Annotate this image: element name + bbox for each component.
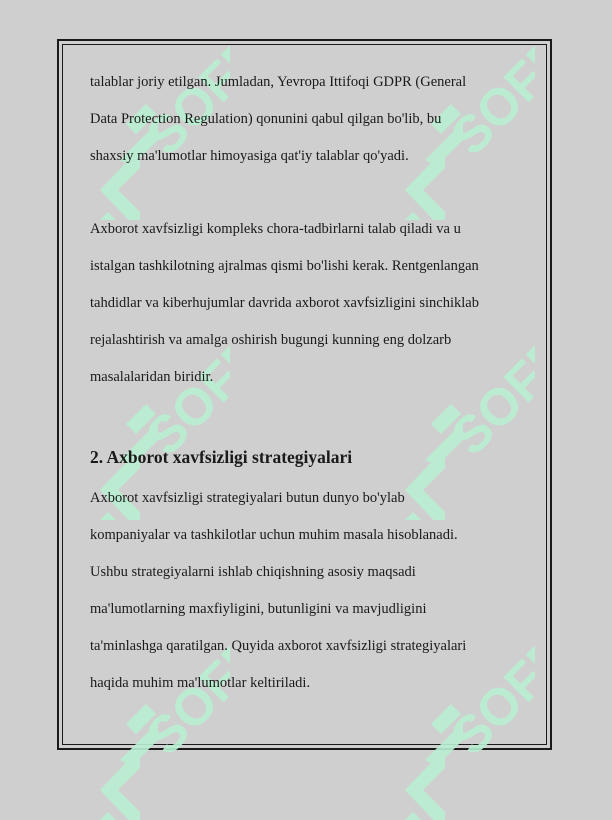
text-line: talablar joriy etilgan. Jumladan, Yevropa Ittifoqi GDPR (General xyxy=(90,74,467,90)
paragraph-security-measures xyxy=(90,213,530,398)
text-line: shaxsiy ma'lumotlar himoyasiga qat'iy talablar qo'yadi. xyxy=(90,148,409,164)
text-line: istalgan tashkilotning ajralmas qismi bo'lishi kerak. Rentgenlangan xyxy=(90,258,479,274)
text-line: Ushbu strategiyalarni ishlab chiqishning asosiy maqsadi xyxy=(90,564,416,580)
text-line: kompaniyalar va tashkilotlar uchun muhim masala hisoblanadi. xyxy=(90,527,458,543)
text-line: rejalashtirish va amalga oshirish bugungi kunning eng dolzarb xyxy=(90,332,452,348)
text-line: Data Protection Regulation) qonunini qabul qilgan bo'lib, bu xyxy=(90,111,442,127)
text-line: tahdidlar va kiberhujumlar davrida axborot xavfsizligini sinchiklab xyxy=(90,295,479,311)
text-line: masalalaridan biridir. xyxy=(90,369,214,385)
section-heading: 2. Axborot xavfsizligi strategiyalari xyxy=(90,447,353,467)
text-line: Axborot xavfsizligi strategiyalari butun dunyo bo'ylab xyxy=(90,490,405,506)
text-line: haqida muhim ma'lumotlar keltiriladi. xyxy=(90,675,311,691)
paragraph-gdpr xyxy=(90,66,530,177)
text-line: ma'lumotlarning maxfiyligini, butunligini va mavjudligini xyxy=(90,601,427,617)
text-line: Axborot xavfsizligi kompleks chora-tadbirlarni talab qiladi va u xyxy=(90,221,461,237)
document-body xyxy=(90,66,530,704)
paragraph-strategies xyxy=(90,482,530,704)
text-line: ta'minlashga qaratilgan. Quyida axborot xavfsizligi strategiyalari xyxy=(90,638,467,654)
